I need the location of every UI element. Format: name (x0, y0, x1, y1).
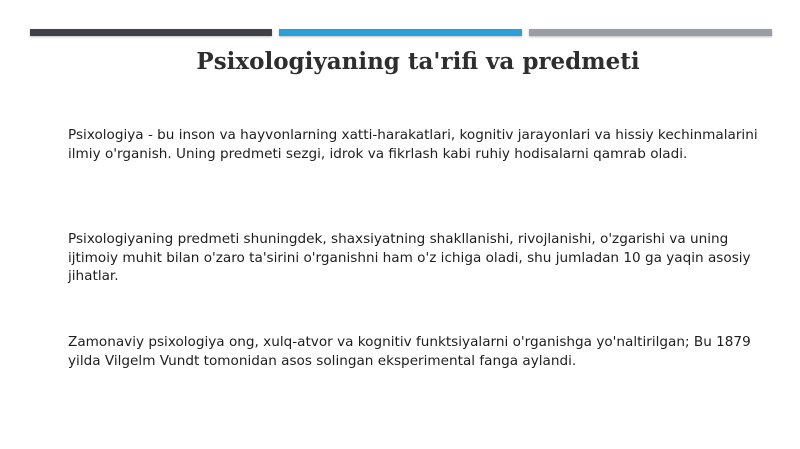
slide-title: Psixologiyaning ta'rifi va predmeti (196, 48, 640, 75)
top-bar-dark (30, 29, 272, 36)
paragraph-definition: Psixologiya - bu inson va hayvonlarning xatti-harakatlari, kognitiv jarayonlari va hissiy kechinmalarini ilmiy o'rganish. Uning predmeti sezgi, idrok va fikrlash kabi ruhiy hodisalarni qamrab oladi. (68, 127, 758, 162)
top-bar-blue (279, 29, 522, 36)
top-bar-gray (529, 29, 772, 36)
paragraph-modern: Zamonaviy psixologiya ong, xulq-atvor va kognitiv funktsiyalarni o'rganishga yo'naltirilgan; Bu 1879 yilda Vilgelm Vundt tomonidan asos solingan eksperimental fanga aylandi. (68, 334, 751, 369)
paragraph-subject: Psixologiyaning predmeti shuningdek, shaxsiyatning shakllanishi, rivojlanishi, o'zgarishi va uning ijtimoiy muhit bilan o'zaro ta'sirini o'rganishni ham o'z ichiga oladi, shu jumladan 10 ga yaqin asosiy jihatlar. (68, 231, 751, 284)
